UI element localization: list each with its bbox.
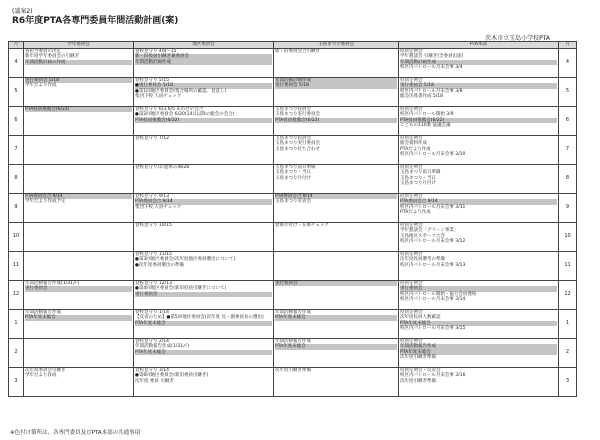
activity-line: 倉庫片付け・在庫チェック (275, 223, 329, 228)
table-body (9, 49, 577, 397)
activity-line: 役員定例会 (400, 281, 423, 286)
activity-line: 玉島まつり前日準備 (400, 170, 441, 176)
table-row (9, 223, 577, 252)
activity-cell (24, 194, 134, 223)
column-header: 学年委員会 (24, 42, 134, 49)
shared-activity-line: 年間活動計画作成 (135, 60, 272, 65)
activity-line: 登校見守り 11/15 (135, 252, 172, 257)
activity-line: 学年だより作成 (25, 373, 57, 379)
school-name: 茨木市立玉島小学校PTA (485, 35, 550, 42)
activity-line: 次年度役員人数確認 (400, 315, 441, 321)
activity-line: 役員定例会 (400, 339, 423, 344)
activity-cell (134, 136, 274, 165)
month-cell: 6 (559, 107, 577, 136)
activity-line: 玉島まつり反省会 (275, 199, 311, 205)
month-cell: 9 (9, 194, 24, 223)
month-cell: 4 (559, 49, 577, 78)
activity-line: 校区内パトロール月末会事 3/13 (400, 262, 466, 268)
activity-line: 校区内パトロール月末会事 3/15 (400, 326, 466, 332)
shared-activity-line: 実行委員会 5/18 (400, 83, 557, 88)
month-cell: 2 (559, 339, 577, 368)
activity-line: 集団下校 人員チェック (135, 94, 182, 100)
activity-line: 玉島まつり片付け (400, 181, 436, 187)
activity-cell (24, 310, 134, 339)
month-cell: 5 (559, 78, 577, 107)
shared-activity-line: 年間活動計画作成 (400, 60, 557, 65)
activity-line: 役員定例会 (400, 252, 423, 257)
activity-line: 玉島まつり打ち合わせ (275, 146, 320, 152)
activity-cell (399, 165, 559, 194)
activity-cell (274, 339, 399, 368)
column-header: 月 (9, 42, 24, 49)
activity-cell (24, 339, 134, 368)
activity-cell (274, 281, 399, 310)
activity-cell (134, 310, 274, 339)
activity-line: 学年だより作成予定 (25, 199, 66, 205)
activity-line: 役員定例会 (400, 49, 423, 54)
activity-line: 役員定例会 (400, 136, 423, 141)
shared-activity-line: PTA役員推薦会(6/22) (135, 118, 272, 123)
table-row (9, 49, 577, 78)
month-cell: 7 (9, 136, 24, 165)
month-cell: 4 (9, 49, 24, 78)
activity-cell (399, 223, 559, 252)
activity-cell (134, 78, 274, 107)
shared-activity-line: 年間活動計画の作成 (25, 60, 132, 65)
activity-line: 登校見守り 1/14 (135, 310, 170, 315)
activity-cell (24, 78, 134, 107)
activity-cell (134, 107, 274, 136)
document-title: R6年度PTA各専門委員年間活動計画(案) (12, 16, 179, 26)
month-cell: 1 (9, 310, 24, 339)
activity-cell (274, 165, 399, 194)
activity-line: ●第4回地区委員会(新旧役員引継ぎについて) (135, 286, 227, 292)
shared-activity-line: PTA年度末総会 (275, 315, 397, 320)
activity-line: ●次年度委員選出の準備 (135, 262, 184, 268)
activity-cell (24, 252, 134, 281)
activity-line: 校区内パトロール開始・協力会員連絡 (400, 291, 477, 297)
activity-line: 役員定例会 (400, 310, 423, 315)
month-cell: 5 (9, 78, 24, 107)
activity-line: 玉島地区スポーツ大会 (400, 233, 445, 239)
shared-activity-line: 実行委員会 (275, 281, 397, 286)
activity-line: 玉島まつり役員会 (275, 136, 311, 141)
activity-cell (399, 107, 559, 136)
activity-line: PTAだより作成 (400, 210, 431, 216)
activity-line: 次年度引継ぎ準備 (400, 355, 436, 361)
activity-cell (24, 49, 134, 78)
activity-cell (399, 281, 559, 310)
shared-activity-line: 実行委員会 5/18 (25, 78, 132, 83)
month-cell: 12 (559, 281, 577, 310)
activity-cell (399, 368, 559, 397)
activity-line: こどもの110番 協議会議 (400, 123, 451, 129)
activity-line: 総会決算書作成 5/18 (400, 94, 444, 100)
table-row (9, 165, 577, 194)
activity-cell (134, 194, 274, 223)
table-row (9, 107, 577, 136)
activity-cell (274, 310, 399, 339)
table-row (9, 194, 577, 223)
activity-line: 登校見守り 4/8〜15 (135, 49, 177, 54)
activity-cell (134, 165, 274, 194)
shared-activity-line: PTA委員会合 9/14 (400, 199, 557, 204)
activity-cell (274, 49, 399, 78)
shared-activity-line: PTA年度末総会 (400, 350, 557, 355)
shared-activity-line: 実行委員会 5/18 (275, 83, 397, 88)
activity-cell (274, 368, 399, 397)
month-cell: 11 (9, 252, 24, 281)
column-header: 地区委員会 (134, 42, 274, 49)
shared-activity-line: PTA年度末総会 (25, 315, 132, 320)
shared-activity-line: PTA委員会合 9/14 (275, 194, 397, 199)
activity-line: 年間活動報告作成 (25, 310, 61, 315)
activity-line: 役員定例会 (400, 165, 423, 170)
activity-line: 玉島まつり前日準備 (275, 165, 316, 170)
footnote: ※色付け箇所は、各専門委員及びPTA本部の共通事項 (10, 430, 141, 436)
activity-line: 登校見守り 10/15 (135, 223, 172, 228)
table-row (9, 252, 577, 281)
activity-line: 役員定例会 (400, 78, 423, 83)
activity-line: 次年度 委員 引継ぎ (135, 378, 174, 384)
activity-plan-table (8, 41, 577, 397)
document-tag: (議案2) (12, 8, 33, 15)
activity-cell (274, 194, 399, 223)
activity-line: ●第2回地区委員会 6/20(14日以降の総会の会合) (135, 112, 235, 118)
month-cell: 11 (559, 252, 577, 281)
activity-line: 新・旧委員会合引継ぎ (275, 49, 320, 54)
activity-cell (399, 78, 559, 107)
activity-cell (274, 136, 399, 165)
shared-activity-line: ●実行委員会 5/18 (135, 83, 272, 88)
month-cell: 3 (559, 368, 577, 397)
month-cell: 7 (559, 136, 577, 165)
month-cell: 8 (559, 165, 577, 194)
table-row (9, 281, 577, 310)
activity-cell (134, 368, 274, 397)
activity-line: 校区内パトロール月末会事 3/8 (400, 88, 463, 94)
activity-line: 集団下校 人員チェック (135, 204, 182, 210)
activity-line: ●第1回地区委員会(集合場所の確認、見直し) (135, 88, 227, 94)
activity-line: 新年度学年委員会の引継ぎ (25, 54, 79, 60)
table-row (9, 78, 577, 107)
month-cell: 3 (9, 368, 24, 397)
shared-activity-line: 年間活動計画作成 (275, 78, 397, 83)
activity-line: PTAだより作成 (400, 146, 431, 152)
activity-line: 次年度引継ぎ準備 (400, 378, 436, 384)
activity-cell (274, 107, 399, 136)
shared-activity-line: PTA年度末総会 (400, 321, 557, 326)
activity-line: 登校見守り 7/12 (135, 136, 170, 141)
activity-line: 玉島まつり実行委員会 (275, 112, 320, 118)
activity-line: 次年度委員会引継ぎ (25, 368, 66, 373)
month-cell: 10 (9, 223, 24, 252)
activity-line: 玉島まつり片付け (275, 175, 311, 181)
activity-cell (24, 281, 134, 310)
month-cell: 9 (559, 194, 577, 223)
activity-line: 玉島まつり・当日 (275, 170, 311, 176)
month-cell: 1 (559, 310, 577, 339)
activity-cell (24, 136, 134, 165)
activity-line: 校区内パトロール月末会事 3/10 (400, 152, 466, 158)
month-cell: 10 (559, 223, 577, 252)
activity-cell (399, 49, 559, 78)
shared-activity-line: 年間活動報告作成 (400, 344, 557, 349)
activity-line: 役員定例会 (400, 107, 423, 112)
activity-line: 各担当委員の決定 (25, 49, 61, 54)
activity-cell (399, 339, 559, 368)
shared-activity-line: 実行委員会 (25, 286, 132, 291)
activity-cell (399, 136, 559, 165)
month-cell: 2 (9, 339, 24, 368)
activity-line: 登校見守り 6/3,6/5 あわせの会合 (135, 107, 204, 112)
shared-activity-line: PTA年度末総会 (135, 321, 272, 326)
table-header (9, 42, 577, 49)
shared-activity-line: 実行委員会 (400, 286, 557, 291)
shared-activity-line: PTA役員推薦会(6/22) (275, 118, 397, 123)
activity-line: 登校見守り 12/13 (135, 281, 172, 286)
activity-line: 年間活動報告作成(1/31〆) (135, 344, 190, 350)
activity-line: 役員定例会 (400, 194, 423, 199)
shared-activity-line: PTA年度末総会 (275, 344, 397, 349)
activity-cell (274, 223, 399, 252)
activity-cell (24, 223, 134, 252)
activity-cell (399, 252, 559, 281)
activity-line: 総会資料作成 (400, 141, 427, 147)
activity-line: 年間活動報告作成 (275, 339, 311, 344)
month-cell: 6 (9, 107, 24, 136)
month-cell: 12 (9, 281, 24, 310)
activity-line: 学年だより作成 (25, 83, 57, 89)
activity-line: 玉島まつり実行委員会 (275, 141, 320, 147)
activity-line: 年間活動報告作成(1/31〆) (25, 281, 80, 286)
activity-line: 年間活動報告作成 (275, 310, 311, 315)
activity-cell (274, 78, 399, 107)
activity-line: 学年懇談会「グリーン事業」 (400, 228, 459, 234)
activity-line: 校区内パトロール月末会事 3/4 (400, 65, 463, 71)
activity-line: 玉島まつり役員会 (275, 107, 311, 112)
table-row (9, 339, 577, 368)
activity-cell (134, 223, 274, 252)
activity-line: 【反省のため】●第5回地区委員会(次年度 長・副委員長の選出) (135, 315, 264, 321)
activity-line: 学年懇談会 引継ぎ(全委員出席) (400, 54, 464, 60)
activity-line: 校区内パトロール月末会事 3/12 (400, 239, 466, 245)
activity-line: 登校見守り 9/13 (135, 194, 170, 199)
column-header: 月 (559, 42, 577, 49)
activity-line: 校区内パトロール月末会事 3/14 (400, 297, 466, 303)
column-header: PTA本部 (399, 42, 559, 49)
activity-cell (134, 252, 274, 281)
month-cell: 8 (9, 165, 24, 194)
activity-line: 登校見守り 5/15 (135, 78, 170, 83)
activity-cell (24, 368, 134, 397)
shared-activity-line: PTA役員推薦会(6/22) (400, 118, 557, 123)
column-header: 玉島まつり委員会 (274, 42, 399, 49)
table-row (9, 368, 577, 397)
shared-activity-line: PTA役員推薦会(6/22) (25, 107, 132, 112)
activity-cell (399, 194, 559, 223)
shared-activity-line: PTA委員会合 9/14 (25, 194, 132, 199)
activity-line: 次年度役員選考の準備 (400, 257, 445, 263)
activity-line: ●第6回地区委員会(新旧委員引継ぎ) (135, 373, 209, 379)
activity-cell (24, 107, 134, 136)
activity-cell (24, 165, 134, 194)
shared-activity-line: 実行委員会 (135, 292, 272, 297)
activity-line: 登校見守り 3/14 (135, 368, 170, 373)
activity-cell (134, 281, 274, 310)
activity-line: 登校見守り(お盆休み)8/28 (135, 165, 190, 170)
activity-line: 登校見守り 2/14 (135, 339, 170, 344)
activity-cell (134, 339, 274, 368)
activity-cell (134, 49, 274, 78)
table-row (9, 136, 577, 165)
table-row (9, 310, 577, 339)
shared-activity-line: PTA委員会合 9/14 (135, 199, 272, 204)
activity-line: 玉島まつり・当日 (400, 175, 436, 181)
activity-line: 役員定例会 (400, 223, 423, 228)
shared-activity-line: PTA年度末総会 (135, 350, 272, 355)
activity-line: 役員定例会・反省会 (400, 368, 441, 373)
activity-line: 次年度引継ぎ準備 (275, 368, 311, 373)
shared-activity-line: 新・旧役員引継ぎ兼委員会 (135, 54, 272, 59)
activity-line: 校区内パトロール月末会事 3/16 (400, 373, 466, 379)
activity-cell (274, 252, 399, 281)
activity-line: 校区内パトロール開始 3/9 (400, 112, 454, 118)
activity-cell (399, 310, 559, 339)
activity-line: 校区内パトロール月末会事 3/11 (400, 204, 466, 210)
activity-line: ●第3回地区委員会(次年度地区委員選出について) (135, 257, 236, 263)
